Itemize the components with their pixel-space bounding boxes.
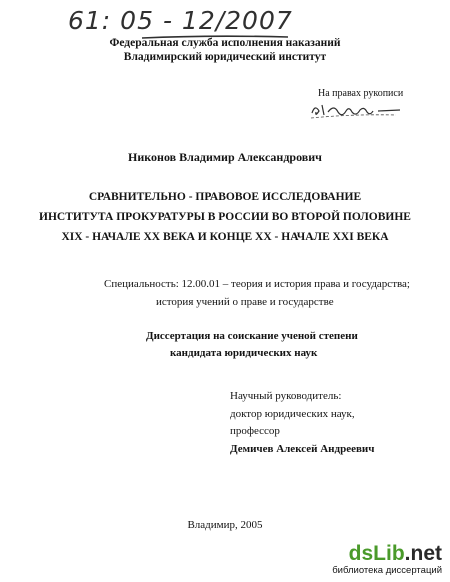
city-year: Владимир, 2005 (187, 519, 263, 531)
supervisor-degree: доктор юридических наук, (230, 408, 355, 420)
handwritten-number: 61: 05 - 12/2007 (68, 6, 293, 35)
title-line-2: ИНСТИТУТА ПРОКУРАТУРЫ В РОССИИ ВО ВТОРОЙ ПОЛОВИНЕ (39, 211, 411, 223)
supervisor-title: профессор (230, 425, 280, 437)
watermark-brand-right: .net (404, 542, 442, 565)
dissertation-line-2: кандидата юридических наук (170, 347, 318, 359)
dissertation-line-1: Диссертация на соискание ученой степени (146, 330, 358, 342)
author-name: Никонов Владимир Александрович (128, 150, 322, 164)
signature (308, 99, 404, 121)
supervisor-name: Демичев Алексей Андреевич (230, 443, 375, 455)
dslib-watermark (332, 543, 442, 576)
specialty-line-2: история учений о праве и государстве (156, 296, 334, 308)
manuscript-note: На правах рукописи (318, 88, 404, 99)
title-line-1: СРАВНИТЕЛЬНО - ПРАВОВОЕ ИССЛЕДОВАНИЕ (88, 191, 362, 203)
title-line-3: XIX - НАЧАЛЕ XX ВЕКА И КОНЦЕ XX - НАЧАЛЕ XXI ВЕКА (61, 231, 389, 243)
organization-line-2: Владимирский юридический институт (123, 51, 327, 63)
watermark-brand-left: dsLib (348, 542, 405, 565)
organization-line-1: Федеральная служба исполнения наказаний (109, 37, 341, 49)
specialty-line-1: Специальность: 12.00.01 – теория и история права и государства; (104, 278, 410, 290)
supervisor-label: Научный руководитель: (230, 390, 342, 402)
watermark-subtitle: библиотека диссертаций (332, 565, 442, 576)
